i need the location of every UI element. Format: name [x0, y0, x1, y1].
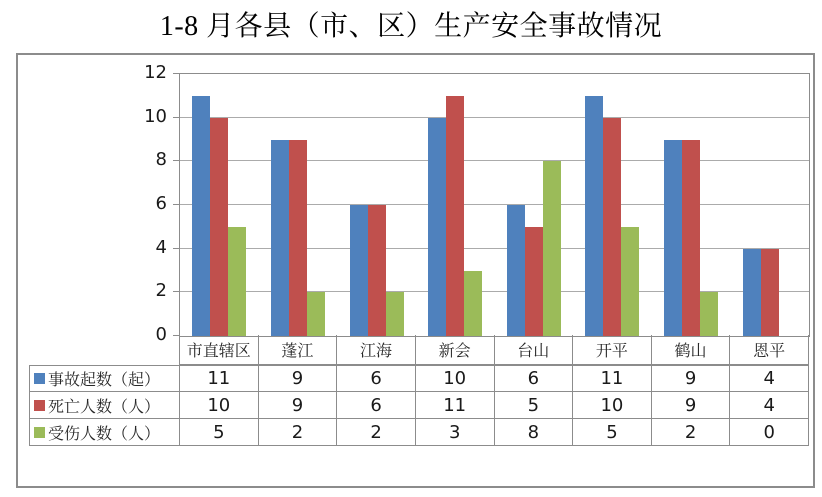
bar [664, 140, 682, 337]
bar [464, 271, 482, 337]
bar [682, 140, 700, 337]
bar [350, 205, 368, 336]
bar-group [416, 74, 495, 336]
bar-group [652, 74, 731, 336]
y-axis-tick [173, 117, 180, 118]
y-axis-tick [173, 204, 180, 205]
y-axis-tick-label: 0 [155, 324, 167, 345]
y-axis-tick [173, 73, 180, 74]
category-header-cell: 恩平 [729, 335, 809, 364]
table-value-cell: 4 [729, 366, 809, 391]
table-row [29, 365, 809, 392]
y-axis-tick-label: 10 [144, 105, 167, 127]
y-axis-tick-label: 2 [155, 280, 167, 302]
table-value-cell: 9 [651, 366, 730, 391]
legend-label: 事故起数（起） [48, 370, 161, 389]
legend-swatch [34, 427, 45, 438]
bar [228, 227, 246, 336]
table-value-cell: 9 [651, 392, 730, 418]
y-axis-tick [173, 248, 180, 249]
table-value-cell: 2 [336, 419, 415, 445]
table-value-cell: 4 [729, 392, 809, 418]
legend-label: 死亡人数（人） [48, 396, 161, 416]
category-header-cell: 鹤山 [651, 335, 730, 364]
legend-cell [29, 419, 179, 445]
table-value-cell: 10 [572, 392, 651, 418]
bar [446, 96, 464, 336]
bar [543, 161, 561, 336]
y-axis-tick [173, 160, 180, 161]
table-value-cell: 3 [415, 419, 494, 445]
table-row [29, 419, 809, 446]
legend-cell [29, 366, 179, 391]
bar [700, 292, 718, 336]
bar-group [730, 74, 809, 336]
category-header-cell: 江海 [336, 335, 415, 364]
category-header-cell: 市直辖区 [179, 335, 258, 364]
chart-title: 1-8 月各县（市、区）生产安全事故情况 [159, 11, 663, 42]
bar [761, 249, 779, 336]
table-row [29, 392, 809, 419]
table-value-cell: 5 [572, 419, 651, 445]
legend-cell [29, 392, 179, 418]
table-value-cell: 6 [336, 392, 415, 418]
category-header-cell: 台山 [494, 335, 573, 364]
y-axis-tick-label: 4 [155, 236, 167, 258]
bar [289, 140, 307, 337]
bar [603, 118, 621, 336]
y-axis-tick-label: 8 [155, 149, 167, 171]
table-value-cell: 10 [179, 392, 258, 418]
table-value-cell: 11 [415, 392, 494, 418]
bar-group [337, 74, 416, 336]
bar [192, 96, 210, 336]
table-value-cell: 9 [258, 366, 337, 391]
bar [585, 96, 603, 336]
table-value-cell: 9 [258, 392, 337, 418]
bar [428, 118, 446, 336]
y-axis-tick-label: 12 [144, 62, 167, 83]
category-header-cell: 开平 [572, 335, 651, 364]
legend-swatch [34, 400, 45, 411]
bar [525, 227, 543, 336]
bar [621, 227, 639, 336]
bar [271, 140, 289, 337]
table-value-cell: 11 [179, 366, 258, 391]
category-header-cell: 蓬江 [258, 335, 337, 364]
table-value-cell: 5 [494, 392, 573, 418]
table-value-cell: 6 [494, 366, 573, 391]
table-value-cell: 2 [651, 419, 730, 445]
table-value-cell: 10 [415, 366, 494, 391]
bar [210, 118, 228, 336]
table-value-cell: 2 [258, 419, 337, 445]
category-header-cell: 新会 [415, 335, 494, 364]
bar [507, 205, 525, 336]
legend-swatch [34, 373, 45, 384]
table-value-cell: 0 [729, 419, 809, 445]
bar [307, 292, 325, 336]
table-value-cell: 5 [179, 419, 258, 445]
bar [368, 205, 386, 336]
y-axis-tick-label: 6 [155, 193, 167, 214]
y-axis-tick [173, 291, 180, 292]
table-value-cell: 6 [336, 366, 415, 391]
category-axis-row [179, 335, 809, 365]
table-value-cell: 11 [572, 366, 651, 391]
bar-group [573, 74, 652, 336]
bar [743, 249, 761, 336]
bar-group [180, 74, 259, 336]
bar-group [495, 74, 574, 336]
chart-frame [16, 53, 815, 488]
plot-area [179, 73, 810, 337]
bar-group [259, 74, 338, 336]
table-value-cell: 8 [494, 419, 573, 445]
legend-label: 受伤人数（人） [48, 423, 161, 443]
bar [386, 292, 404, 336]
